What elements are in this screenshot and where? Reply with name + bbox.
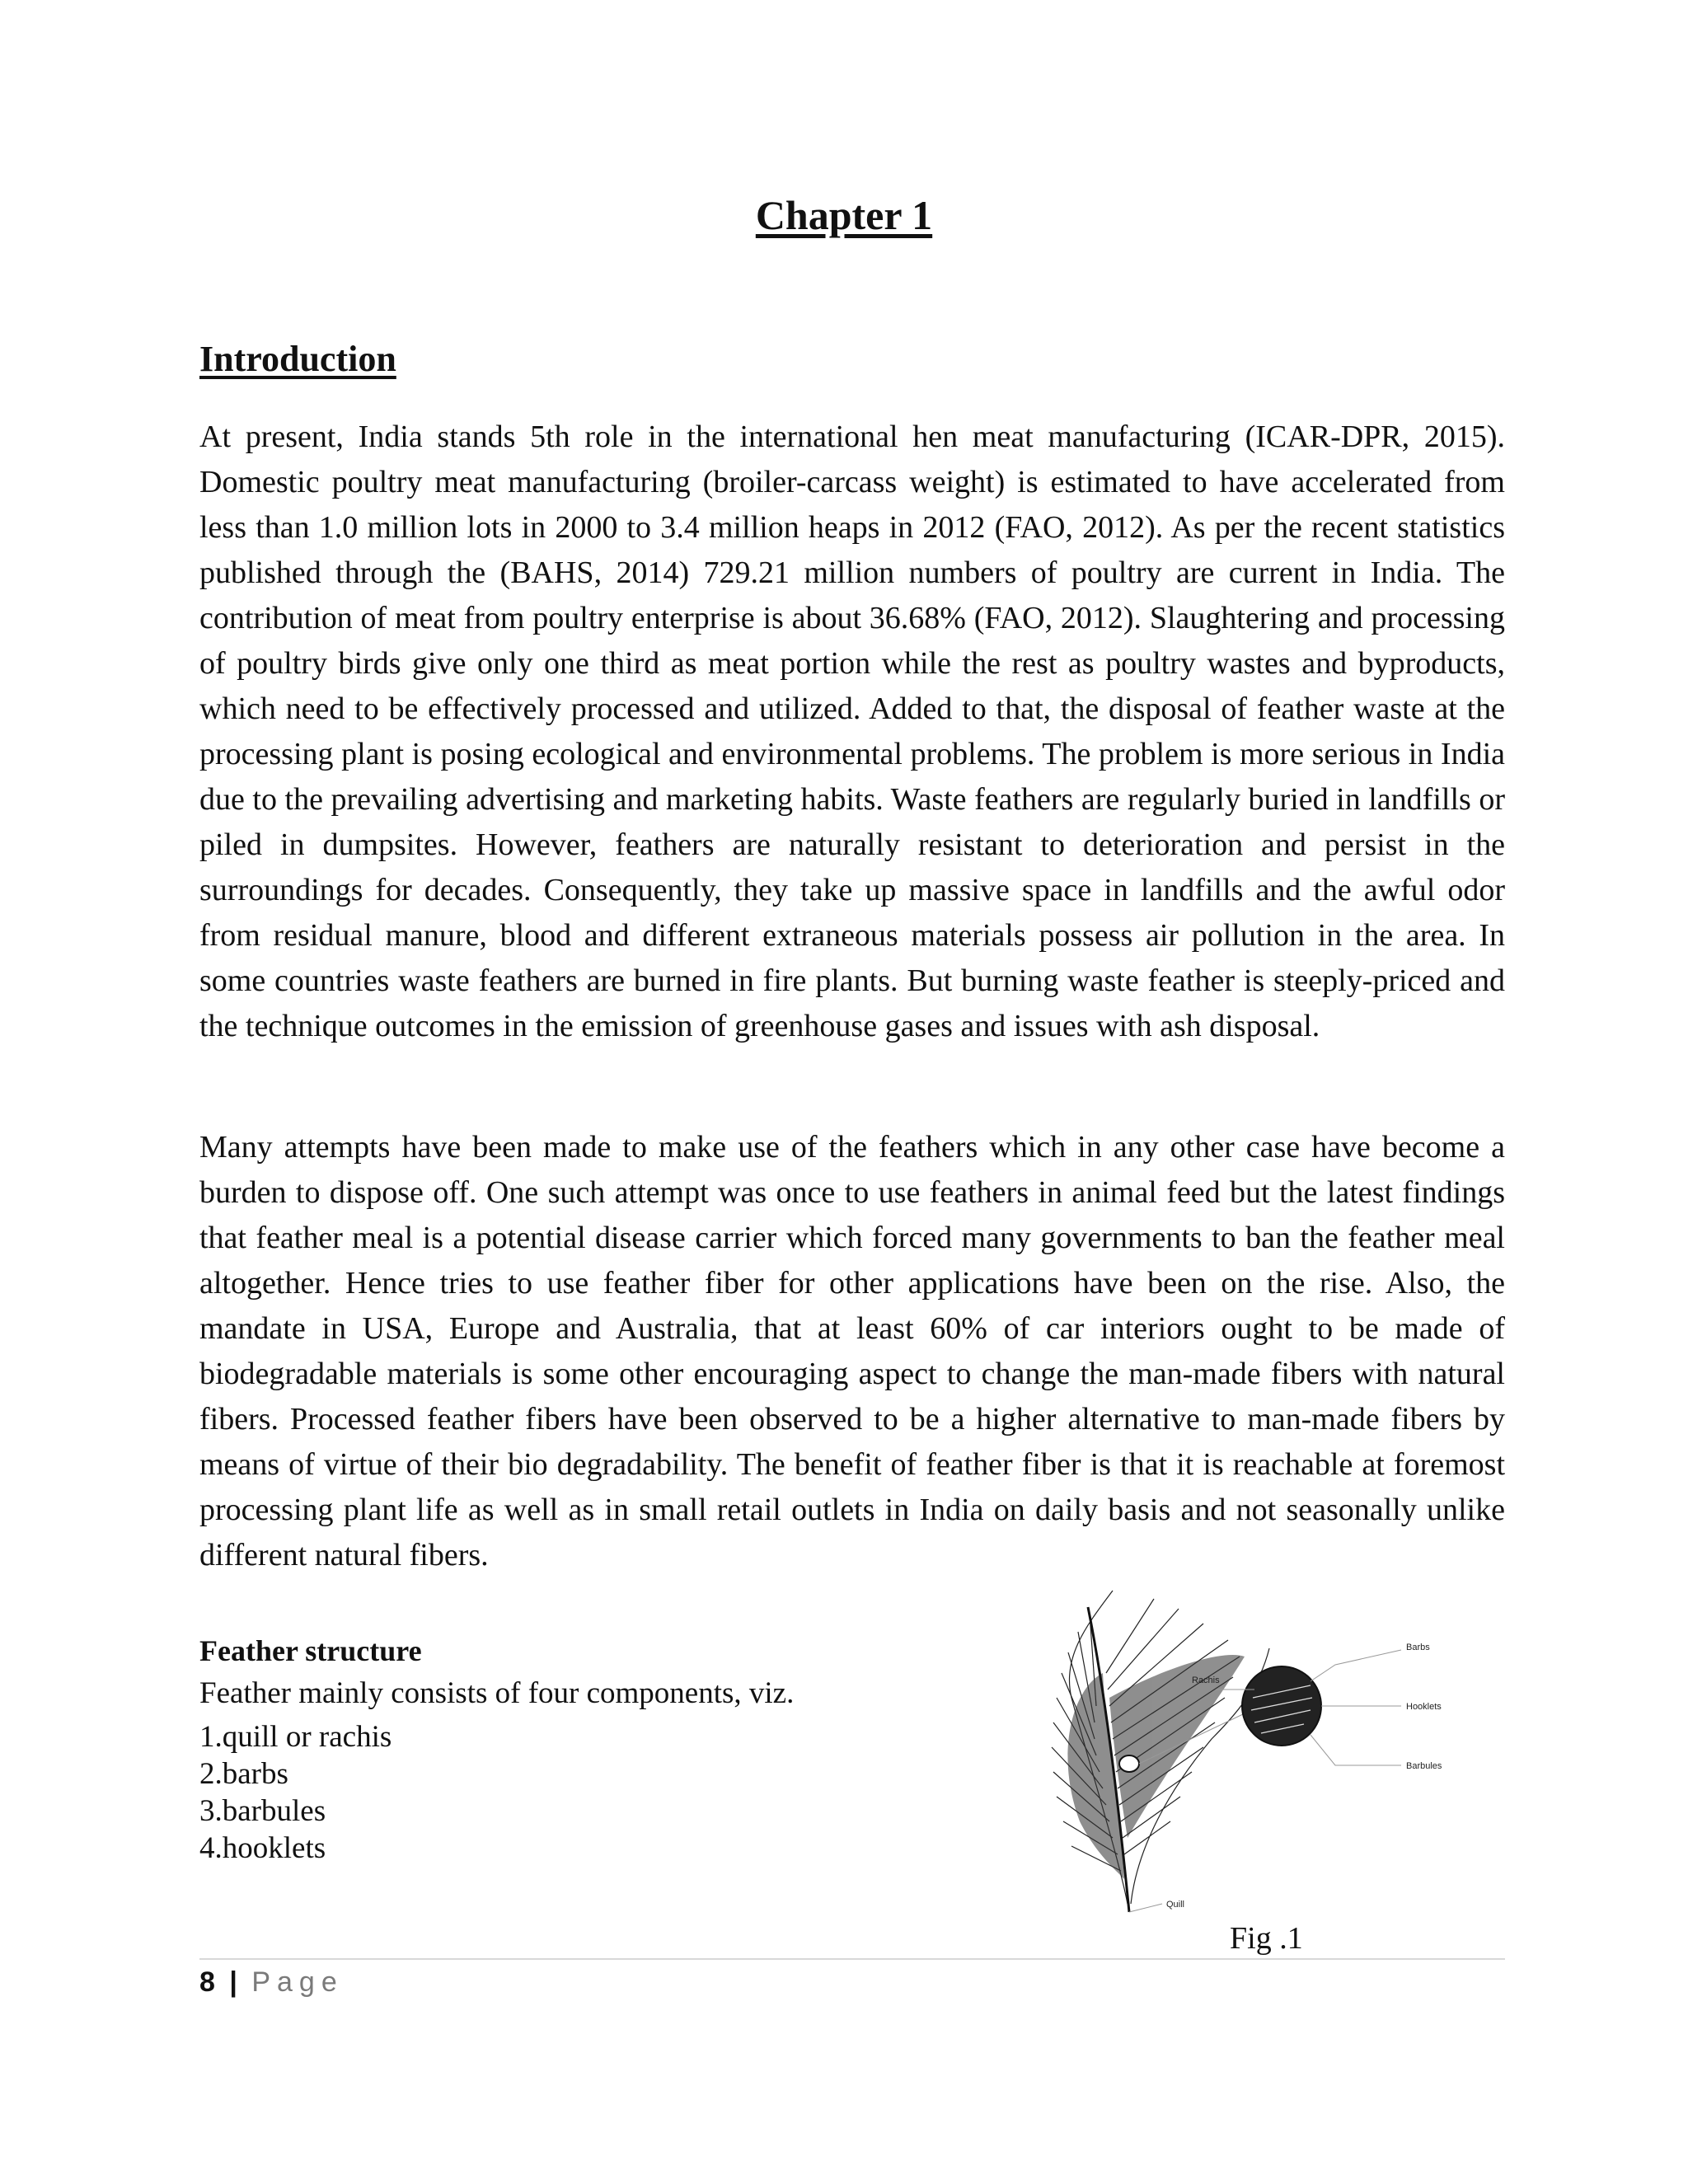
label-hooklets: Hooklets xyxy=(1406,1702,1442,1712)
magnified-detail xyxy=(1242,1666,1321,1746)
zoom-source-circle xyxy=(1119,1755,1139,1772)
paragraph-2: Many attempts have been made to make use of the feathers which in any other case have become a burden to dispose off. One such attempt was once to use feathers in animal feed but the latest findings that feather meal is a potential disease carrier which forced many governments to ban the feather meal altogether. Hence tries to use feather fiber for other applications have been on the rise. Also, the mandate in USA, Europe and Australia, that at least 60% of car interiors ought to be made of biodegradable materials is some other encouraging aspect to change the man-made fibers with natural fibers. Processed feather fibers have been observed to be a higher alternative to man-made fibers by means of virtue of their bio degradability. The benefit of feather fiber is that it is reachable at foremost processing plant life as well as in small retail outlets in India on daily basis and not seasonally unlike different natural fibers. xyxy=(199,1130,1505,1572)
label-barbs: Barbs xyxy=(1406,1643,1430,1652)
section-title: Introduction xyxy=(199,339,396,379)
label-barbules: Barbules xyxy=(1406,1761,1442,1771)
list-item: 2.barbs xyxy=(199,1757,288,1791)
feather-illustration xyxy=(1039,1574,1517,1920)
paragraph-1: At present, India stands 5th role in the international hen meat manufacturing (ICAR-DPR, 2015). Domestic poultry meat manufacturing (broiler-carcass weight) is estimated to have accelerated from less than 1.0 million lots in 2000 to 3.4 million heaps in 2012 (FAO, 2012). As per the recent statistics published through the (BAHS, 2014) 729.21 million numbers of poultry are current in India. The contribution of meat from poultry enterprise is about 36.68% (FAO, 2012). Slaughtering and processing of poultry birds give only one third as meat portion while the rest as poultry wastes and byproducts, which need to be effectively processed and utilized. Added to that, the disposal of feather waste at the processing plant is posing ecological and environmental problems. The problem is more serious in India due to the prevailing advertising and marketing habits. Waste feathers are regularly buried in landfills or piled in dumpsites. However, feathers are naturally resistant to deterioration and persist in the surroundings for decades. Consequently, they take up massive space in landfills and the awful odor from residual manure, blood and different extraneous materials possess air pollution in the area. In some countries waste feathers are burned in fire plants. But burning waste feather is steeply-priced and the technique outcomes in the emission of greenhouse gases and issues with ash disposal. xyxy=(199,419,1505,1043)
feather-structure-heading: Feather structure xyxy=(199,1634,422,1667)
page-word: Page xyxy=(251,1966,344,1998)
footer-separator: | xyxy=(229,1966,237,1998)
label-rachis: Rachis xyxy=(1192,1675,1220,1685)
chapter-title: Chapter 1 xyxy=(755,192,933,238)
page-number: 8 xyxy=(199,1966,215,1998)
label-quill: Quill xyxy=(1166,1900,1185,1910)
feather-intro-text: Feather mainly consists of four components, viz. xyxy=(199,1676,795,1710)
figure-caption: Fig .1 xyxy=(1230,1921,1303,1956)
list-item: 3.barbules xyxy=(199,1794,326,1828)
feather-components-list xyxy=(199,1718,392,1867)
page-footer xyxy=(199,1966,344,1999)
feather-diagram xyxy=(1039,1574,1517,1920)
list-item: 1.quill or rachis xyxy=(199,1720,392,1754)
list-item: 4.hooklets xyxy=(199,1831,326,1865)
footer-divider xyxy=(199,1958,1505,1960)
feather-vane-shading xyxy=(1067,1655,1245,1879)
